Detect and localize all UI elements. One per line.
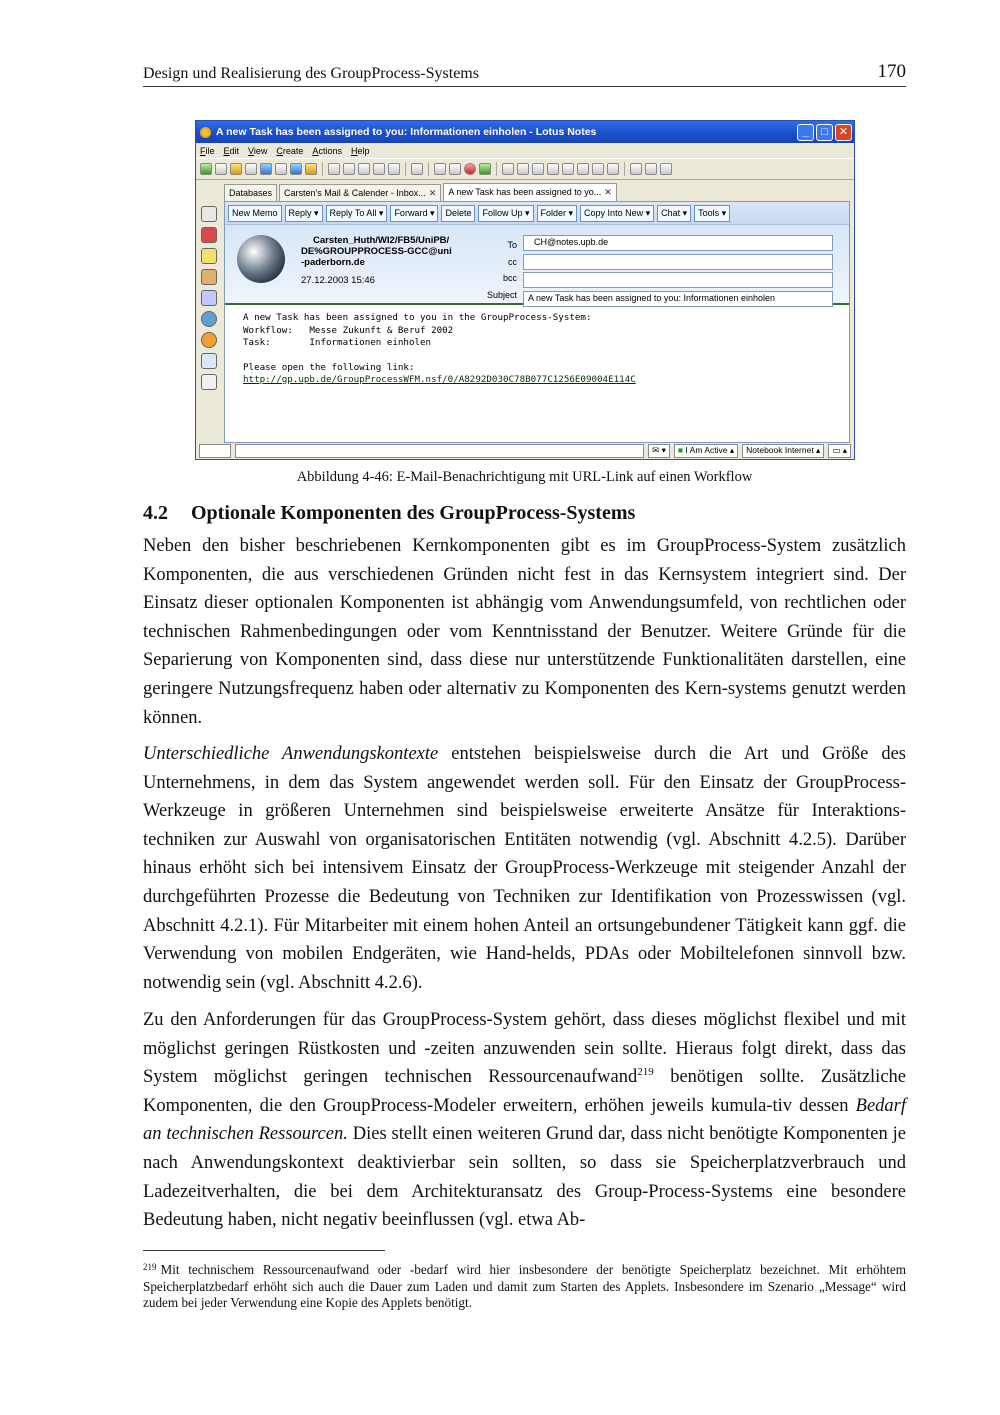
- contacts-bookmark-icon[interactable]: [201, 269, 217, 285]
- refresh-icon[interactable]: [479, 163, 491, 175]
- replication-bookmark-icon[interactable]: [201, 332, 217, 348]
- body-line: Workflow: Messe Zukunft & Beruf 2002: [243, 324, 454, 336]
- bcc-label: bcc: [502, 273, 517, 283]
- footnote-rule: [143, 1250, 385, 1251]
- print-preview-icon[interactable]: [388, 163, 400, 175]
- page-header: [143, 61, 906, 87]
- more-bookmarks-icon[interactable]: [201, 374, 217, 390]
- subject-field[interactable]: A new Task has been assigned to you: Informationen einholen: [523, 291, 833, 307]
- mail-status-icon[interactable]: ✉ ▾: [648, 444, 670, 458]
- navigate-up-icon[interactable]: [502, 163, 514, 175]
- minimize-button[interactable]: _: [797, 124, 814, 141]
- print-icon[interactable]: [275, 163, 287, 175]
- to-label: To: [507, 240, 517, 250]
- tab-inbox[interactable]: [279, 184, 441, 201]
- open-icon[interactable]: [230, 163, 242, 175]
- presence-status[interactable]: ■ I Am Active ▴: [674, 444, 738, 458]
- expand-icon[interactable]: [630, 163, 642, 175]
- paragraph-text: Zu den Anforderungen für das GroupProcess-System gehört, dass dieses möglichst flexibel und mit möglichst geringen Rüstkosten und -zeiten anzuwenden sein sollte. Hieraus folgt direkt, dass das System möglichst geringen technischen Ressourcenaufwand: [143, 1010, 906, 1088]
- properties-icon[interactable]: [373, 163, 385, 175]
- cc-field[interactable]: [523, 254, 833, 270]
- presence-label: I Am Active: [685, 445, 728, 455]
- subject-label: Subject: [486, 289, 517, 300]
- window-titlebar: [196, 121, 854, 143]
- menu-actions[interactable]: Actions: [312, 145, 342, 156]
- task-tab-label: A new Task has been assigned to yo...: [448, 187, 602, 197]
- location-label: Notebook Internet: [746, 445, 814, 455]
- status-message: [235, 444, 644, 458]
- attach-icon[interactable]: [305, 163, 317, 175]
- section-title: Optionale Komponenten des GroupProcess-Systems: [191, 502, 636, 524]
- favorites-bookmark-icon[interactable]: [201, 353, 217, 369]
- running-title: Design und Realisierung des GroupProcess-Systems: [143, 65, 479, 82]
- delete-button[interactable]: Delete: [441, 205, 475, 222]
- inbox-tab-label: Carsten's Mail & Calender - Inbox...: [284, 187, 426, 198]
- lotus-notes-icon: [200, 127, 211, 138]
- paragraph-text: benötigen sollte. Zusätzliche Komponenten, die den GroupProcess-Modeler erweitern, erhöhen jeweils kumula-tiv dessen: [143, 1067, 906, 1116]
- sent-date: 27.12.2003 15:46: [301, 275, 375, 286]
- workflow-link[interactable]: http://gp.upb.de/GroupProcessWFM.nsf/0/A8292D030C78B077C1256E09004E114C: [243, 374, 636, 385]
- close-button[interactable]: ✕: [835, 124, 852, 141]
- follow-up-button[interactable]: Follow Up ▾: [478, 205, 533, 222]
- bcc-field[interactable]: [523, 272, 833, 288]
- reply-button[interactable]: Reply ▾: [285, 205, 323, 222]
- folder-button[interactable]: Folder ▾: [537, 205, 578, 222]
- collapse-icon[interactable]: [645, 163, 657, 175]
- calendar-bookmark-icon[interactable]: [201, 227, 217, 243]
- paste-icon[interactable]: [358, 163, 370, 175]
- chat-icon[interactable]: [411, 163, 423, 175]
- maximize-button[interactable]: □: [816, 124, 833, 141]
- forward-icon[interactable]: [449, 163, 461, 175]
- close-tab-icon[interactable]: ✕: [604, 187, 612, 197]
- window-title: A new Task has been assigned to you: Informationen einholen - Lotus Notes: [216, 126, 597, 138]
- cut-icon[interactable]: [328, 163, 340, 175]
- stop-icon[interactable]: [464, 163, 476, 175]
- navigate-prev-icon[interactable]: [547, 163, 559, 175]
- navigate-sibling-icon[interactable]: [607, 163, 619, 175]
- toolbar: [196, 158, 854, 180]
- new-memo-button[interactable]: New Memo: [228, 205, 282, 222]
- memo-header: [225, 225, 849, 305]
- sender-line-2: DE%GROUPPROCESS-GCC@uni: [301, 246, 452, 257]
- chat-bookmark-icon[interactable]: [201, 311, 217, 327]
- menu-create[interactable]: Create: [276, 145, 304, 156]
- presence-indicator-icon: ■: [677, 445, 684, 455]
- tools-button[interactable]: Tools ▾: [694, 205, 730, 222]
- footnote-number: 219: [143, 1262, 157, 1272]
- navigate-parent-icon[interactable]: [592, 163, 604, 175]
- back-icon[interactable]: [434, 163, 446, 175]
- to-field[interactable]: CH@notes.upb.de: [523, 235, 833, 251]
- memo-document: [224, 201, 850, 443]
- globe-avatar-icon: [237, 235, 285, 283]
- inbox-status-icon[interactable]: ▭ ▴: [828, 444, 851, 458]
- navigate-next-icon[interactable]: [532, 163, 544, 175]
- paragraph-text: entstehen beispielsweise durch die Art und Größe des Unternehmens, in dem das System angewendet werden soll. Für den Einsatz der GroupProcess-Werkzeuge in größeren Unternehmen sind beispielsweise erweiterte Ansätze für Interaktions-techniken zur Auswahl von organisatorischen Entitäten notwendig (vgl. Abschnitt 4.2.5). Darüber hinaus erhöht sich bei intensivem Einsatz der GroupProcess-Werkzeuge mit steigender Anzahl der durchgeführten Prozesse die Bedeutung von Techniken zur Identifikation von Prozesswissen (vgl. Abschnitt 4.2.1). Für Mitarbeiter mit einem hohen Anteil an ortsungebundener Tätigkeit kann ggf. die Verwendung von mobilen Endgeräten, wie Hand-helds, PDAs oder Mobiltelefonen sinnvoll bzw. notwendig sein (vgl. Abschnitt 4.2.6).: [143, 744, 907, 993]
- menu-view[interactable]: View: [248, 145, 268, 156]
- mail-bookmark-icon[interactable]: [201, 206, 217, 222]
- paragraph-3: [143, 1006, 906, 1235]
- tab-bar: [224, 183, 854, 201]
- status-field: [199, 444, 231, 458]
- tab-task-memo[interactable]: [443, 183, 616, 201]
- bookmark-bar: [196, 201, 222, 441]
- paragraph-1: Neben den bisher beschriebenen Kernkomponenten gibt es im GroupProcess-System zusätzlich Komponenten, die aus verschiedenen Gründen nicht fest in das Kernsystem integriert sind. Der Einsatz dieser optionalen Komponenten ist abhängig vom Anwendungsumfeld, von rechtlichen oder technischen Rahmenbedingungen oder vom Kenntnisstand der Benutzer. Weitere Gründe für die Separierung von Komponenten sind, dass diese nur unterstützende Funktionalitäten darstellen, eine geringere Nutzungsfrequenz haben oder alternativ zu Komponenten des Kern-systems genutzt werden können.: [143, 536, 906, 728]
- todo-bookmark-icon[interactable]: [201, 248, 217, 264]
- replicate-icon[interactable]: [290, 163, 302, 175]
- paragraph-2: [143, 740, 906, 997]
- databases-tab-label: Databases: [229, 187, 273, 198]
- sender-line-3: -paderborn.de: [301, 257, 365, 268]
- location-status[interactable]: Notebook Internet ▴: [742, 444, 824, 458]
- paragraph-text: Dies stellt einen weiteren Grund dar, dass nicht benötigte Komponenten je nach Anwendungskontext deaktivierbar sein sollten, so dass sie Speicherplatzverbrauch und Ladezeitverhalten, die bei dem Architekturansatz des Group-Process-Systems eine besondere Bedeutung haben, nicht negativ beeinflussen (vgl. etwa Ab-: [143, 1124, 906, 1231]
- navigate-down-icon[interactable]: [517, 163, 529, 175]
- databases-bookmark-icon[interactable]: [201, 290, 217, 306]
- sender: [301, 235, 481, 268]
- forward-button[interactable]: Forward ▾: [390, 205, 438, 222]
- edit-icon[interactable]: [245, 163, 257, 175]
- footnote-reference: 219: [637, 1066, 654, 1079]
- close-tab-icon[interactable]: ✕: [428, 187, 437, 198]
- sender-line-1: Carsten_Huth/WI2/FB5/UniPB/: [313, 235, 450, 246]
- section-number: 4.2: [143, 502, 168, 524]
- page-number: 170: [877, 61, 906, 82]
- figure-caption: Abbildung 4-46: E-Mail-Benachrichtigung mit URL-Link auf einen Workflow: [296, 469, 753, 485]
- emphasis: Bedarf an technischen Ressourcen.: [143, 1095, 906, 1145]
- home-icon[interactable]: [200, 163, 212, 175]
- navigate-unread-icon[interactable]: [562, 163, 574, 175]
- reply-to-all-button[interactable]: Reply To All ▾: [326, 205, 388, 222]
- tab-databases[interactable]: [224, 184, 277, 201]
- status-bar: [196, 443, 854, 459]
- menu-file[interactable]: File: [200, 145, 215, 156]
- cc-label: cc: [508, 256, 517, 267]
- lotus-notes-screenshot: [195, 120, 855, 460]
- emphasis: Unterschiedliche Anwendungskontexte: [143, 744, 439, 764]
- save-icon[interactable]: [215, 163, 227, 175]
- body-line: Task: Informationen einholen: [243, 337, 432, 348]
- navigate-main-icon[interactable]: [577, 163, 589, 175]
- body-line: A new Task has been assigned to you in the GroupProcess-System:: [243, 312, 592, 323]
- memo-body: [243, 312, 636, 387]
- footnote-text: Mit technischem Ressourcenaufwand oder -bedarf wird hier insbesondere der benötigte Speicherplatz bezeichnet. Mit erhöhtem Speicherplatzbedarf erhöht sich auch die Dauer zum Laden und damit zum Starten des Applets. Insbesondere im Szenario „Message“ wird zudem bei jeder Verwendung eine Kopie des Applets benötigt.: [143, 1262, 906, 1310]
- copy-into-new-button[interactable]: Copy Into New ▾: [580, 205, 654, 222]
- copy-icon[interactable]: [343, 163, 355, 175]
- chat-button[interactable]: Chat ▾: [657, 205, 691, 222]
- footnote: [143, 1259, 906, 1312]
- menu-bar: [196, 143, 854, 158]
- body-line: Please open the following link:: [243, 361, 415, 373]
- search-icon[interactable]: [660, 163, 672, 175]
- menu-help[interactable]: Help: [350, 145, 370, 156]
- menu-edit[interactable]: Edit: [223, 145, 240, 156]
- field-labels: [473, 237, 517, 303]
- section-heading: [143, 502, 635, 525]
- address-fields: [523, 235, 833, 309]
- send-icon[interactable]: [260, 163, 272, 175]
- action-bar: [225, 202, 849, 225]
